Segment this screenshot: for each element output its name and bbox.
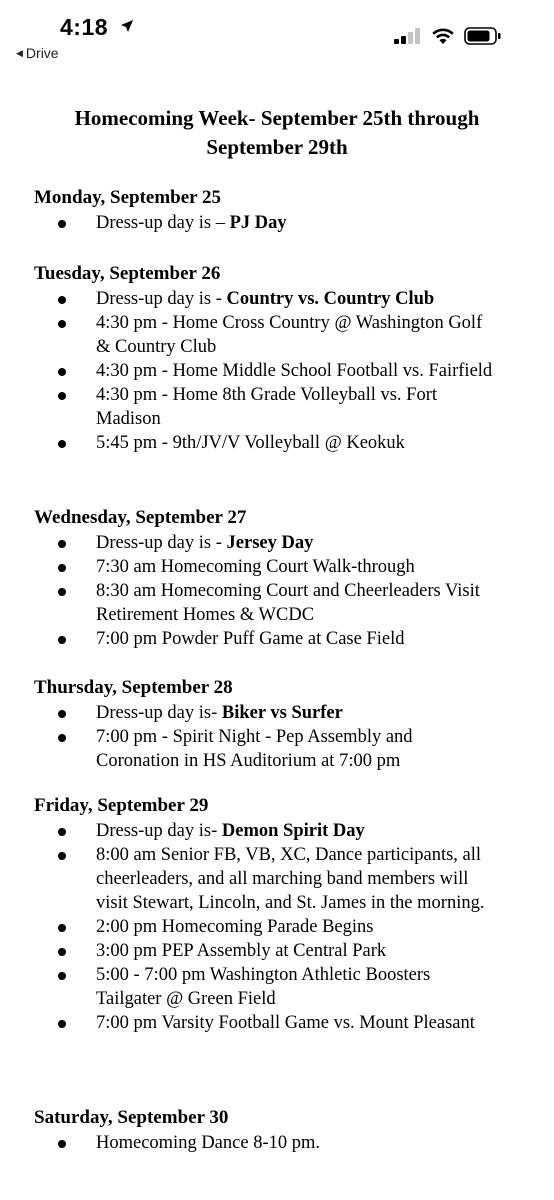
list-item: Dress-up day is- Demon Spirit Day (34, 819, 496, 843)
status-bar (0, 0, 554, 68)
day-heading: Friday, September 29 (34, 795, 209, 816)
bullet-icon (58, 1140, 66, 1148)
list-item: 4:30 pm - Home Middle School Football vs. Fairfield (34, 359, 496, 383)
title-line-1: Homecoming Week- September 25th through (74, 106, 480, 130)
bullet-icon (58, 924, 66, 932)
day-friday (34, 794, 534, 1035)
back-caret-icon: ◀ (16, 47, 23, 58)
bullet-icon (58, 220, 66, 228)
signal-bars-icon (394, 28, 422, 44)
battery-icon (464, 27, 502, 45)
bullet-icon (58, 296, 66, 304)
list-item: 5:00 - 7:00 pm Washington Athletic Boosters Tailgater @ Green Field (34, 963, 496, 1011)
title-line-2: September 29th (206, 135, 348, 159)
day-heading: Saturday, September 30 (34, 1107, 229, 1128)
bullet-icon (58, 540, 66, 548)
bullet-icon (58, 368, 66, 376)
bullet-icon (58, 1020, 66, 1028)
bullet-icon (58, 710, 66, 718)
list-item: 7:30 am Homecoming Court Walk-through (34, 555, 496, 579)
wifi-icon (431, 27, 455, 45)
status-time: 4:18 (60, 14, 109, 40)
location-arrow-icon (120, 19, 134, 33)
day-wednesday (34, 506, 534, 651)
list-item: 3:00 pm PEP Assembly at Central Park (34, 939, 496, 963)
list-item: Dress-up day is – PJ Day (34, 211, 496, 235)
list-item: 7:00 pm - Spirit Night - Pep Assembly and Coronation in HS Auditorium at 7:00 pm (34, 725, 496, 773)
back-to-drive-button[interactable] (16, 45, 59, 61)
list-item: Dress-up day is - Jersey Day (34, 531, 496, 555)
bullet-icon (58, 734, 66, 742)
day-tuesday (34, 262, 534, 455)
list-item: Dress-up day is- Biker vs Surfer (34, 701, 496, 725)
document-title (0, 104, 554, 162)
day-heading: Wednesday, September 27 (34, 507, 247, 528)
bullet-icon (58, 972, 66, 980)
day-heading: Tuesday, September 26 (34, 263, 221, 284)
day-saturday (34, 1106, 534, 1155)
day-thursday (34, 676, 534, 773)
list-item: 7:00 pm Varsity Football Game vs. Mount Pleasant (34, 1011, 496, 1035)
day-heading: Monday, September 25 (34, 187, 222, 208)
list-item: Homecoming Dance 8-10 pm. (34, 1131, 496, 1155)
bullet-icon (58, 828, 66, 836)
list-item: 5:45 pm - 9th/JV/V Volleyball @ Keokuk (34, 431, 496, 455)
bullet-icon (58, 852, 66, 860)
bullet-icon (58, 588, 66, 596)
bullet-icon (58, 392, 66, 400)
list-item: 7:00 pm Powder Puff Game at Case Field (34, 627, 496, 651)
day-monday (34, 186, 534, 235)
list-item: Dress-up day is - Country vs. Country Club (34, 287, 496, 311)
list-item: 8:30 am Homecoming Court and Cheerleaders Visit Retirement Homes & WCDC (34, 579, 496, 627)
bullet-icon (58, 440, 66, 448)
bullet-icon (58, 948, 66, 956)
day-heading: Thursday, September 28 (34, 677, 233, 698)
list-item: 4:30 pm - Home Cross Country @ Washington Golf & Country Club (34, 311, 496, 359)
bullet-icon (58, 320, 66, 328)
list-item: 4:30 pm - Home 8th Grade Volleyball vs. Fort Madison (34, 383, 496, 431)
bullet-icon (58, 636, 66, 644)
list-item: 8:00 am Senior FB, VB, XC, Dance participants, all cheerleaders, and all marching band members will visit Stewart, Lincoln, and St. James in the morning. (34, 843, 496, 915)
list-item: 2:00 pm Homecoming Parade Begins (34, 915, 496, 939)
back-label: Drive (25, 45, 59, 61)
bullet-icon (58, 564, 66, 572)
